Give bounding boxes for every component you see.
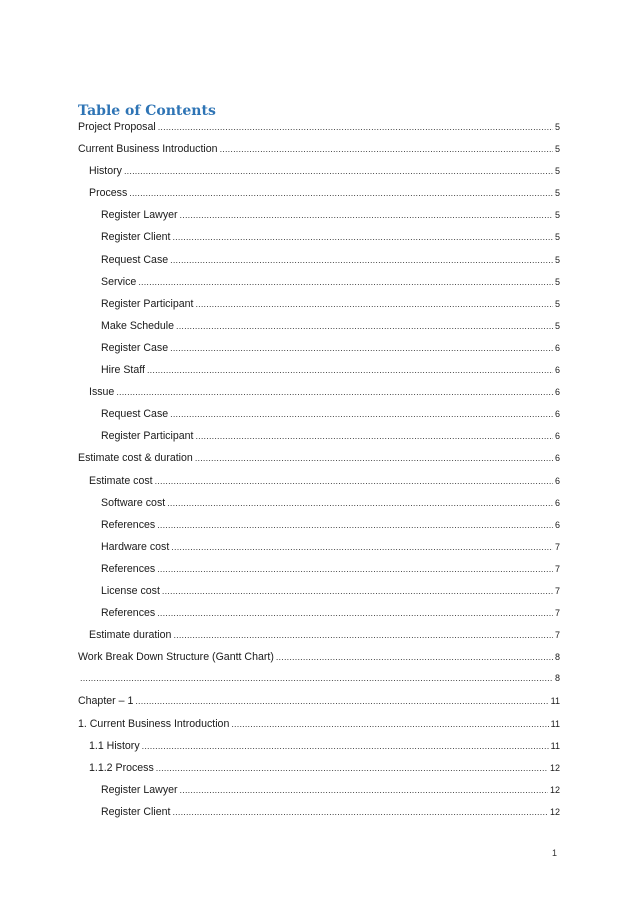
toc-entry-page: 6 [554, 409, 560, 420]
toc-entry[interactable] [78, 475, 560, 497]
toc-dot-leader [170, 255, 553, 265]
toc-entry-text: Process [89, 187, 128, 200]
toc-dot-leader [167, 498, 553, 508]
toc-dot-leader [80, 673, 553, 683]
toc-entry[interactable] [78, 165, 560, 187]
toc-entry-page: 5 [554, 276, 560, 287]
toc-entry[interactable] [78, 231, 560, 253]
toc-entry[interactable] [78, 519, 560, 541]
toc-entry-text: Register Lawyer [101, 209, 178, 222]
toc-dot-leader [157, 520, 553, 530]
toc-entry-page: 6 [554, 431, 560, 442]
table-of-contents [78, 121, 560, 828]
toc-entry[interactable] [78, 762, 560, 784]
toc-entry-page: 12 [549, 762, 560, 773]
toc-entry-text: Software cost [101, 496, 166, 509]
toc-entry-page: 12 [549, 806, 560, 817]
toc-dot-leader [171, 542, 553, 552]
toc-entry-page: 6 [554, 365, 560, 376]
toc-entry-page: 6 [554, 342, 560, 353]
toc-entry[interactable] [78, 320, 560, 342]
toc-entry-text: References [101, 518, 156, 531]
toc-entry[interactable] [78, 386, 560, 408]
toc-entry-text: 1.1 History [89, 739, 140, 752]
toc-entry-text: Register Case [101, 341, 169, 354]
toc-entry-text: Project Proposal [78, 121, 156, 133]
toc-entry[interactable] [78, 298, 560, 320]
toc-entry-page: 7 [554, 630, 560, 641]
toc-dot-leader [172, 232, 553, 242]
toc-entry-text: Hardware cost [101, 540, 170, 553]
toc-entry[interactable] [78, 673, 560, 695]
toc-dot-leader [220, 144, 553, 154]
toc-entry-text: References [101, 607, 156, 620]
toc-entry-text: Current Business Introduction [78, 143, 218, 156]
toc-entry-text: Register Lawyer [101, 783, 178, 796]
toc-entry-text: History [89, 165, 122, 178]
toc-entry-page: 6 [554, 453, 560, 464]
toc-entry-text: Request Case [101, 253, 169, 266]
toc-entry-text: 1.1.2 Process [89, 761, 154, 774]
toc-entry-text: 1. Current Business Introduction [78, 717, 230, 730]
toc-dot-leader [195, 431, 553, 441]
toc-entry-page: 5 [554, 210, 560, 221]
toc-entry[interactable] [78, 143, 560, 165]
toc-entry-page: 11 [550, 718, 560, 729]
toc-entry-page: 5 [554, 122, 560, 132]
toc-entry[interactable] [78, 187, 560, 209]
toc-title: Table of Contents [78, 103, 216, 119]
toc-entry[interactable] [78, 651, 560, 673]
toc-entry-text: Estimate cost & duration [78, 452, 193, 465]
toc-entry-page: 5 [554, 188, 560, 199]
toc-entry-page: 5 [554, 254, 560, 265]
toc-dot-leader [195, 299, 553, 309]
page-number: 1 [552, 848, 558, 858]
toc-dot-leader [116, 387, 553, 397]
toc-entry-page: 5 [554, 166, 560, 177]
toc-dot-leader [138, 277, 553, 287]
toc-dot-leader [147, 365, 553, 375]
toc-entry-page: 5 [554, 320, 560, 331]
toc-entry-text: Service [101, 275, 137, 288]
toc-entry-text: Register Participant [101, 430, 194, 443]
toc-entry-page: 8 [554, 673, 560, 684]
toc-entry-text: Register Client [101, 805, 171, 818]
toc-dot-leader [176, 321, 553, 331]
toc-entry-page: 5 [554, 144, 560, 155]
toc-entry[interactable] [78, 607, 560, 629]
toc-dot-leader [276, 652, 553, 662]
toc-entry[interactable] [78, 254, 560, 276]
toc-dot-leader [155, 476, 553, 486]
toc-entry-page: 7 [554, 585, 560, 596]
toc-dot-leader [180, 210, 553, 220]
toc-entry-page: 8 [554, 652, 560, 663]
toc-entry-page: 7 [554, 541, 560, 552]
toc-entry-page: 5 [554, 298, 560, 309]
toc-entry[interactable] [78, 806, 560, 828]
toc-entry-text: Request Case [101, 408, 169, 421]
toc-entry-page: 12 [549, 784, 560, 795]
toc-entry-text: License cost [101, 584, 160, 597]
toc-entry[interactable] [78, 585, 560, 607]
toc-entry[interactable] [78, 718, 560, 740]
toc-dot-leader [142, 741, 549, 751]
toc-entry[interactable] [78, 740, 560, 762]
toc-entry-text: Estimate duration [89, 629, 172, 642]
toc-entry-text: References [101, 562, 156, 575]
toc-entry[interactable] [78, 276, 560, 298]
toc-entry[interactable] [78, 342, 560, 364]
toc-entry[interactable] [78, 784, 560, 806]
toc-entry-page: 6 [554, 519, 560, 530]
toc-entry[interactable] [78, 364, 560, 386]
toc-entry[interactable] [78, 541, 560, 563]
toc-dot-leader [170, 343, 553, 353]
toc-entry-text: Register Participant [101, 297, 194, 310]
toc-dot-leader [129, 188, 553, 198]
toc-entry[interactable] [78, 563, 560, 585]
toc-dot-leader [170, 409, 553, 419]
toc-dot-leader [162, 586, 553, 596]
toc-entry-page: 6 [554, 475, 560, 486]
toc-entry-text: Work Break Down Structure (Gantt Chart) [78, 651, 274, 664]
toc-dot-leader [124, 166, 553, 176]
toc-entry[interactable] [78, 695, 560, 717]
toc-entry-text: Hire Staff [101, 364, 145, 377]
toc-dot-leader [172, 807, 548, 817]
toc-dot-leader [231, 719, 548, 729]
toc-entry-page: 6 [554, 387, 560, 398]
toc-dot-leader [195, 453, 553, 463]
toc-dot-leader [157, 608, 553, 618]
toc-entry[interactable] [78, 629, 560, 651]
toc-dot-leader [158, 122, 553, 132]
toc-entry[interactable] [78, 209, 560, 231]
toc-entry-text: Register Client [101, 231, 171, 244]
toc-entry[interactable] [78, 121, 560, 143]
toc-entry-text: Make Schedule [101, 319, 175, 332]
toc-entry-page: 6 [554, 497, 560, 508]
toc-dot-leader [173, 630, 553, 640]
toc-entry-text: Issue [89, 386, 115, 399]
toc-dot-leader [135, 696, 548, 706]
toc-dot-leader [180, 785, 548, 795]
toc-entry-page: 11 [550, 696, 560, 707]
toc-entry-page: 11 [550, 740, 560, 751]
toc-entry[interactable] [78, 497, 560, 519]
toc-entry-text: Chapter – 1 [78, 695, 134, 708]
toc-entry[interactable] [78, 430, 560, 452]
toc-entry-page: 7 [554, 608, 560, 619]
toc-entry[interactable] [78, 452, 560, 474]
toc-entry[interactable] [78, 408, 560, 430]
toc-entry-page: 5 [554, 232, 560, 243]
toc-entry-page: 7 [554, 563, 560, 574]
toc-dot-leader [156, 763, 548, 773]
toc-dot-leader [157, 564, 553, 574]
toc-entry-text: Estimate cost [89, 474, 153, 487]
